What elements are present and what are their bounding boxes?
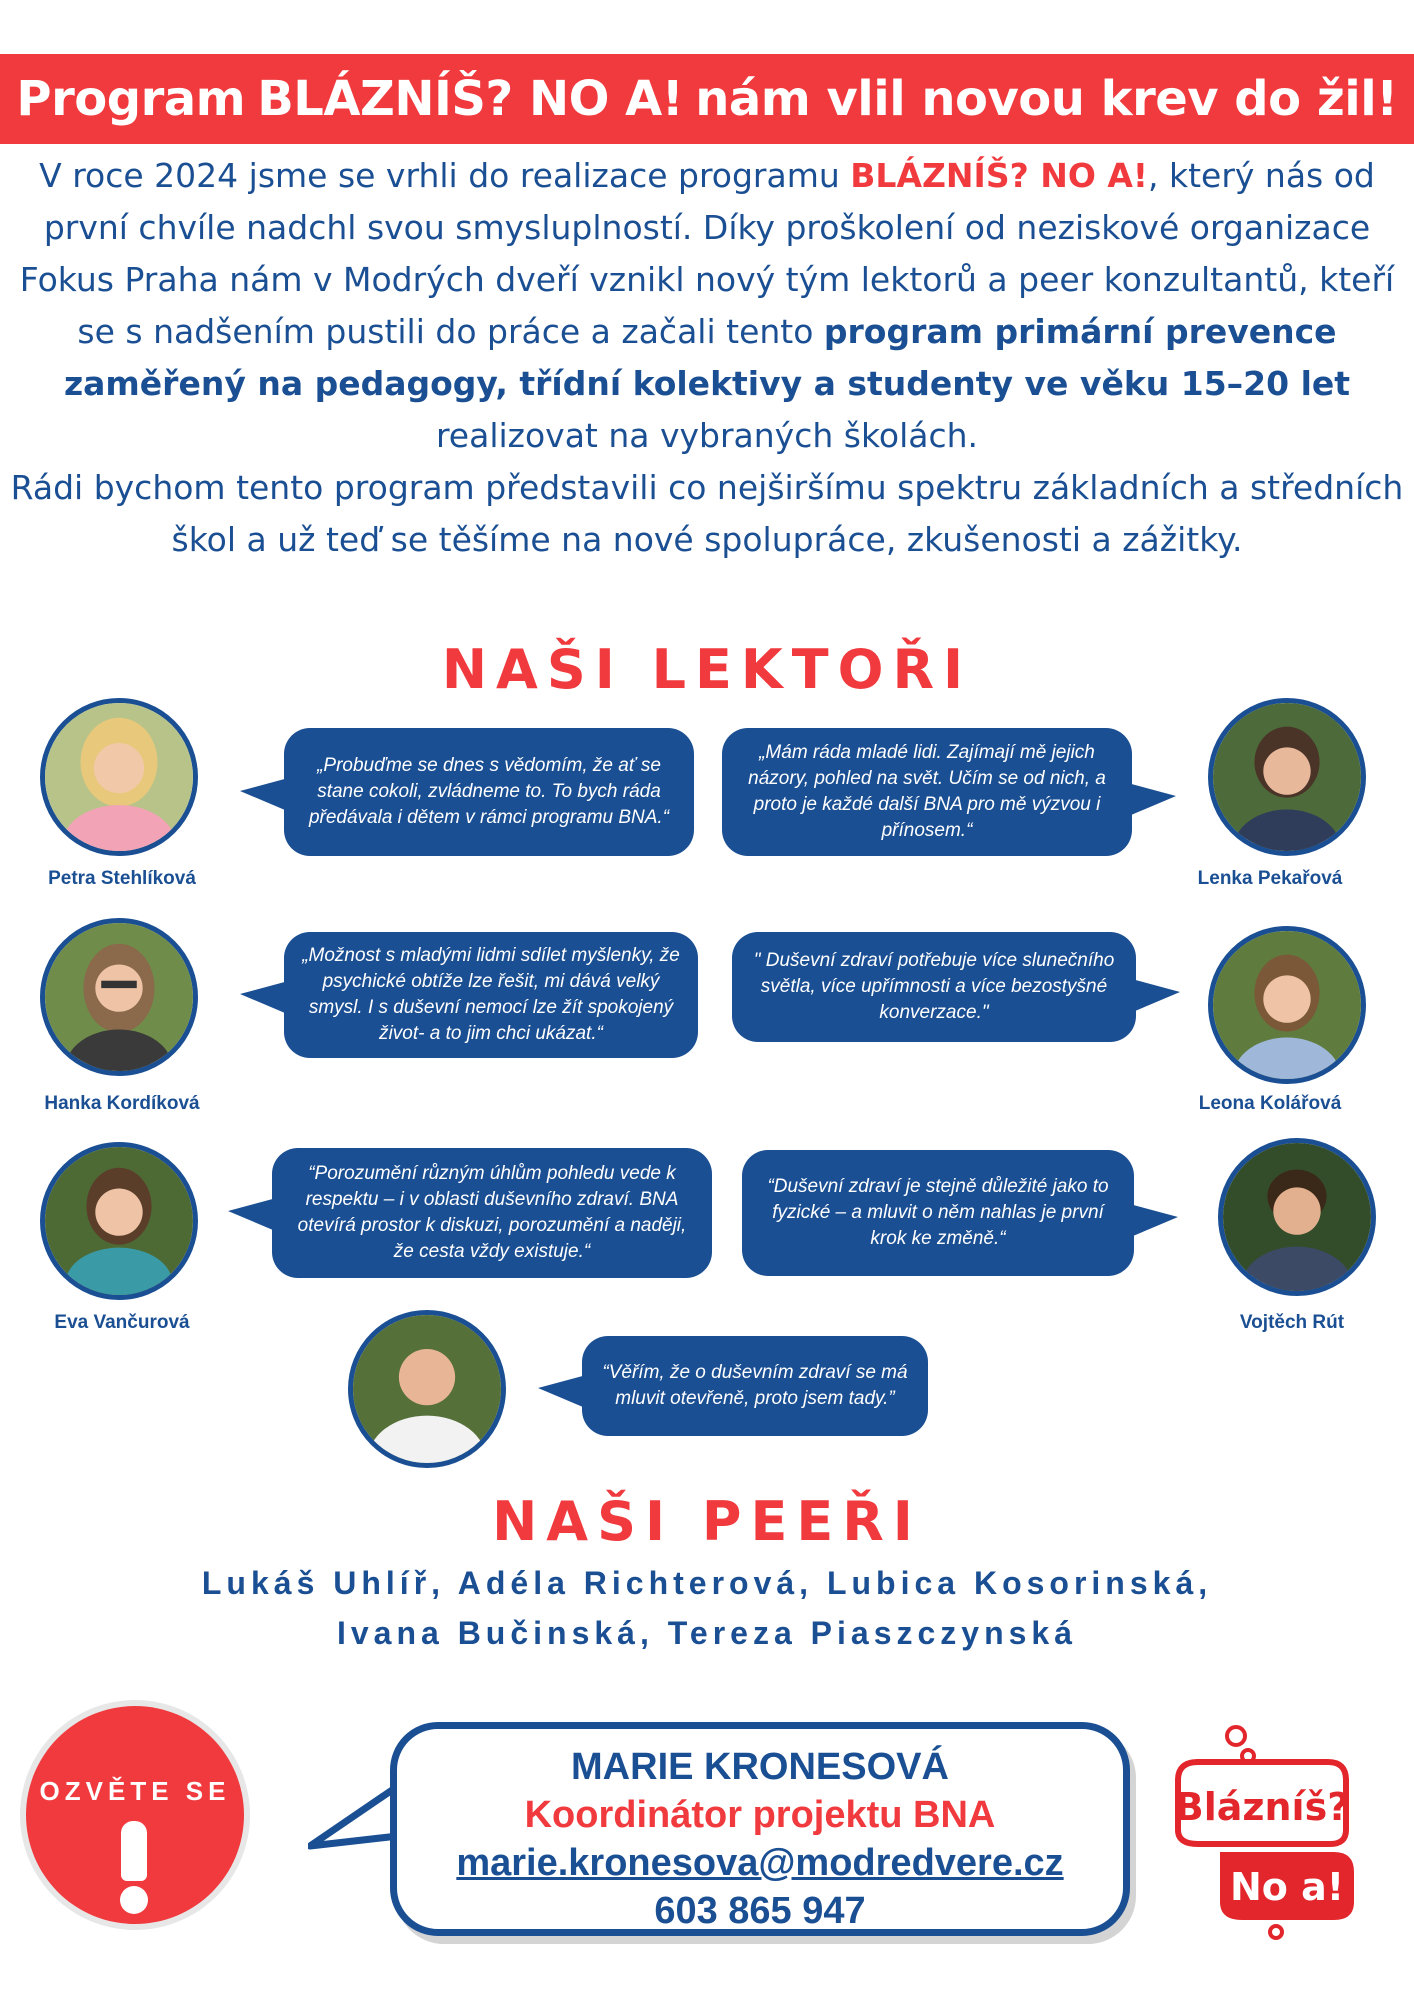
name-eva: Eva Vančurová: [54, 1312, 190, 1333]
peers-list: [0, 1558, 1414, 1658]
bubble-tail: [240, 777, 292, 813]
quote-petra-text: „Probuďme se dnes s vědomím, že ať se stane cokoli, zvládneme to. To bych ráda předávala i dětem v rámci programu BNA.“: [308, 755, 670, 828]
exclamation-icon: [121, 1821, 147, 1881]
exclamation-dot-icon: [120, 1886, 148, 1914]
quote-hanka-text: „Možnost s mladými lidmi sdílet myšlenky, že psychické obtíže lze řešit, mi dává velký smysl. I s duševní nemocí lze žít spokojený život- a to jim chci ukázat.“: [302, 945, 680, 1044]
peers-title: NAŠI PEEŘI: [492, 1490, 922, 1553]
bubble-tail: [240, 980, 292, 1016]
name-petra: Petra Stehlíková: [48, 868, 196, 889]
contact-email-link[interactable]: marie.kronesova@modredvere.cz: [456, 1842, 1064, 1884]
quote-leona: [732, 932, 1136, 1042]
quote-hanka: [284, 932, 698, 1058]
intro-paragraph-2: Rádi bychom tento program představili co nejširšímu spektru základních a středních škol a už teď se těšíme na nové spolupráce, zkušenosti a zážitky.: [10, 468, 1404, 559]
peers-line-1: Lukáš Uhlíř, Adéla Richterová, Lubica Kosorinská,: [201, 1565, 1213, 1601]
banner-pre: Program: [16, 71, 246, 127]
avatar-hanka: [40, 918, 198, 1076]
quote-lecturer-7: [582, 1336, 928, 1436]
name-lenka: Lenka Pekařová: [1197, 868, 1343, 889]
banner-post: nám vlil novou krev do žil!: [695, 71, 1398, 127]
quote-eva-text: “Porozumění různým úhlům pohledu vede k respektu – i v oblasti duševního zdraví. BNA otevírá prostor k diskuzi, porozumění a naději, že cesta vždy existuje.“: [297, 1163, 687, 1262]
quote-lecturer-7-text: “Věřím, že o duševním zdraví se má mluvit otevřeně, proto jsem tady.”: [602, 1362, 908, 1409]
contact-role: Koordinátor projektu BNA: [524, 1794, 996, 1836]
quote-lenka-text: „Mám ráda mladé lidi. Zajímají mě jejich názory, pohled na svět. Učím se od nich, a proto je každé další BNA pro mě výzvou i přínosem.“: [748, 742, 1106, 841]
quote-petra: [284, 728, 694, 856]
contact-cta: OZVĚTE SE: [39, 1776, 231, 1806]
header-banner: [0, 54, 1414, 144]
quote-vojtech: [742, 1150, 1134, 1276]
avatar-petra: [40, 698, 198, 856]
avatar-lecturer-7: [348, 1310, 506, 1468]
avatar-leona: [1208, 926, 1366, 1084]
lecturers-title: NAŠI LEKTOŘI: [441, 638, 973, 701]
avatar-eva: [40, 1142, 198, 1300]
name-leona: Leona Kolářová: [1198, 1093, 1342, 1114]
quote-eva: [272, 1148, 712, 1278]
intro-p1-program: BLÁZNÍŠ? NO A!: [850, 156, 1148, 195]
avatar-lenka: [1208, 698, 1366, 856]
intro-text: [10, 150, 1404, 566]
intro-p1-bold: program primární prevence zaměřený na pedagogy, třídní kolektivy a studenty ve věku 15–20 let: [63, 312, 1351, 403]
bubble-tail: [1124, 782, 1176, 818]
intro-p1-b: , který nás od první chvíle nadchl svou smysluplností. Díky proškolení od neziskové organizace Fokus Praha nám v Modrých dveří vznikl nový tým lektorů a peer konzultantů, kteří se s nadšením pustili do práce a začali tento: [19, 156, 1395, 351]
quote-leona-text: " Duševní zdraví potřebuje více slunečního světla, více upřímnosti a více bezostyšné konverzace.": [753, 950, 1115, 1023]
bubble-tail: [228, 1197, 280, 1233]
avatar-vojtech: [1218, 1138, 1376, 1296]
contact-badge: [26, 1706, 244, 1924]
logo-line-1: Blázníš?: [1174, 1785, 1350, 1829]
name-hanka: Hanka Kordíková: [44, 1093, 200, 1114]
contact-name: MARIE KRONESOVÁ: [571, 1746, 949, 1788]
intro-p1-c: realizovat na vybraných školách.: [435, 416, 979, 455]
bubble-tail: [538, 1374, 590, 1410]
intro-p1-a: V roce 2024 jsme se vrhli do realizace programu: [39, 156, 851, 195]
quote-vojtech-text: “Duševní zdraví je stejně důležité jako to fyzické – a mluvit o něm nahlas je první krok ke změně.“: [767, 1176, 1109, 1249]
name-vojtech: Vojtěch Rút: [1239, 1312, 1345, 1333]
peers-line-2: Ivana Bučinská, Tereza Piaszczynská: [336, 1615, 1078, 1651]
bubble-tail: [1128, 978, 1180, 1014]
contact-box: [390, 1722, 1130, 1936]
banner-accent: BLÁZNÍŠ? NO A!: [257, 71, 684, 127]
blaznis-logo: [1158, 1722, 1368, 1942]
intro-paragraph-1: [10, 150, 1404, 462]
logo-line-2: No a!: [1229, 1865, 1345, 1909]
bubble-tail: [1126, 1203, 1178, 1239]
quote-lenka: [722, 728, 1132, 856]
contact-phone: 603 865 947: [654, 1890, 866, 1932]
